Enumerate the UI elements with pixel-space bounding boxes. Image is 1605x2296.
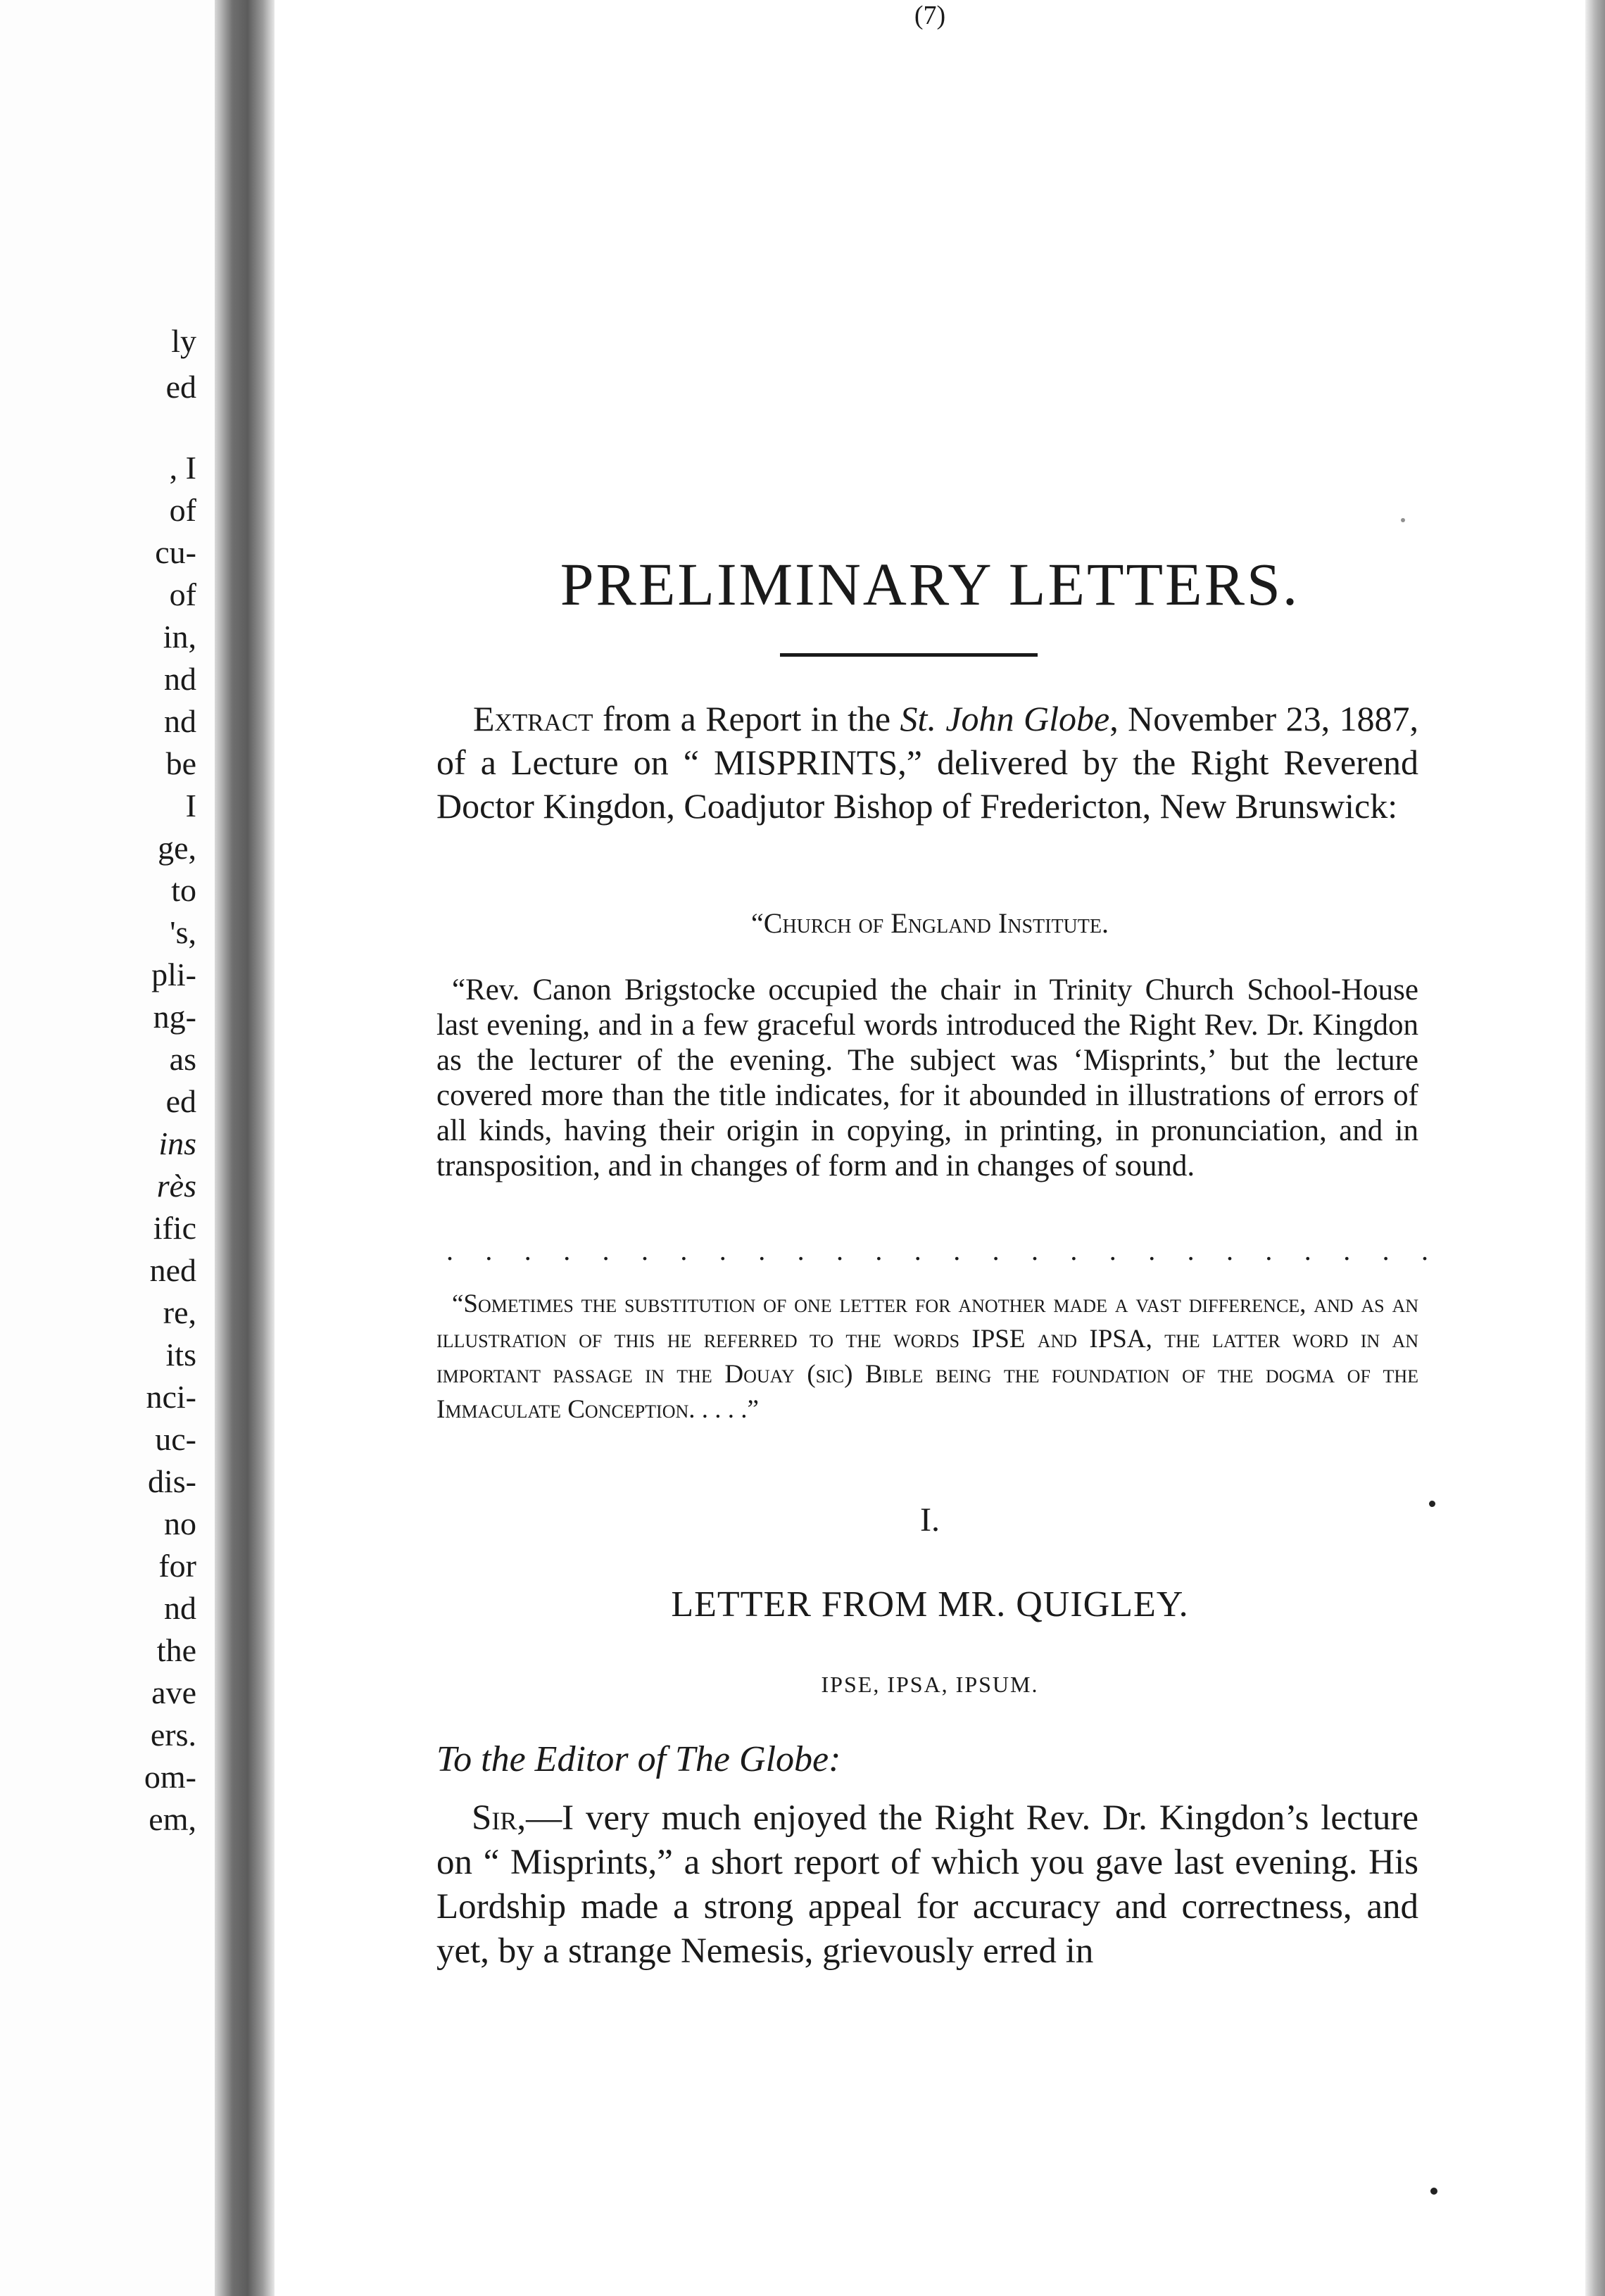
title-rule — [780, 653, 1038, 657]
ink-speck — [1401, 518, 1405, 522]
facing-page-line: its — [165, 1337, 196, 1373]
ink-speck — [1429, 1501, 1435, 1507]
facing-page-line: ge, — [158, 830, 196, 866]
facing-page-line: of — [169, 492, 196, 528]
facing-page-line: 's, — [170, 914, 196, 950]
facing-page-line: em, — [149, 1801, 196, 1837]
newspaper-name: St. John Globe — [900, 699, 1110, 738]
facing-page-line: no — [164, 1506, 196, 1541]
book-gutter — [215, 0, 275, 2296]
facing-page-line: ins — [158, 1125, 196, 1161]
facing-page-line: ave — [151, 1674, 196, 1710]
extract-text-1: from a Report in the — [593, 699, 900, 738]
facing-page-line: uc- — [155, 1421, 196, 1457]
facing-page-line: ific — [153, 1210, 196, 1246]
facing-page-line: om- — [144, 1759, 196, 1795]
report-paragraph: “Rev. Canon Brigstocke occupied the chair in Trinity Church School-House last evening, and in a few graceful words introduced the Right Rev. Dr. Kingdon as the lecturer of the evening. The subject was ‘Misprints,’ but the lecture covered more than the title indicates, for it abounded in illustrations of errors of all kinds, having their origin in copying, in printing, in pronunciation, and in transposition, and in changes of form and in changes of sound. — [436, 973, 1418, 1182]
letter-subtitle: IPSE, IPSA, IPSUM. — [821, 1672, 1039, 1697]
facing-page-line: ly — [171, 323, 196, 359]
ink-speck — [1430, 2188, 1437, 2195]
facing-page-line: the — [156, 1632, 196, 1668]
salutation: To the Editor of The Globe: — [436, 1739, 841, 1779]
page-title: PRELIMINARY LETTERS. — [560, 550, 1300, 618]
facing-page-line: be — [165, 745, 196, 781]
book-page — [275, 0, 1585, 2296]
facing-page-line: nd — [164, 703, 196, 739]
institute-heading: “Church of England Institute. — [751, 907, 1109, 939]
facing-page-line: nci- — [146, 1379, 196, 1415]
facing-page-line: in, — [163, 619, 196, 655]
facing-page-line: ned — [149, 1252, 196, 1288]
letter-body — [436, 1796, 1418, 1974]
facing-page-line: re, — [163, 1294, 196, 1330]
facing-page-line: pli- — [151, 957, 196, 992]
facing-page-line: nd — [164, 661, 196, 697]
facing-page-line: nd — [164, 1590, 196, 1626]
page-number: (7) — [914, 1, 946, 30]
extract-text-2: , November 23, 1887, of a Lecture on “ MISPRINTS,” delivered by the Right Reverend Doctor Kingdon, Coadjutor Bishop of Fredericton, New Brunswick: — [436, 699, 1418, 826]
facing-page-line: ers. — [150, 1717, 196, 1753]
facing-page-line: as — [169, 1041, 196, 1077]
facing-page-line: for — [158, 1548, 196, 1584]
facing-page-line: of — [169, 576, 196, 612]
facing-page-line: ed — [165, 369, 196, 405]
ellipsis-dots: . . . . . . . . . . . . . . . . . . . . . . . . . . — [446, 1235, 1428, 1266]
letter-title: LETTER FROM MR. QUIGLEY. — [671, 1584, 1189, 1625]
page-edge-shadow — [1585, 0, 1605, 2296]
facing-page-line: ed — [165, 1083, 196, 1119]
facing-page-line: ng- — [153, 999, 196, 1035]
facing-page-fragment — [0, 0, 215, 2296]
facing-page-line: dis- — [148, 1463, 196, 1499]
facing-page-line: cu- — [155, 534, 196, 570]
facing-page-line: to — [171, 872, 196, 908]
extract-paragraph — [436, 697, 1418, 828]
letter-body-lead: Sir, — [472, 1798, 527, 1838]
facing-page-line: I — [185, 788, 196, 824]
extract-lead: Extract — [473, 699, 593, 738]
facing-page-line: rès — [156, 1168, 196, 1204]
quote-paragraph: “Sometimes the substitution of one letter for another made a vast difference, and as an illustration of this he referred to the words IPSE and IPSA, the latter word in an important passage in the Douay (sic) Bible being the foundation of the dogma of the Immaculate Conception. . . . .” — [436, 1289, 1418, 1424]
facing-page-line: , I — [169, 450, 196, 486]
section-numeral: I. — [920, 1501, 940, 1539]
letter-body-text: —I very much enjoyed the Right Rev. Dr. Kingdon’s lecture on “ Misprints,” a short report of which you gave last evening. His Lordship made a strong appeal for accuracy and correctness, and yet, by a strange Nemesis, grievously erred in — [436, 1798, 1418, 1971]
